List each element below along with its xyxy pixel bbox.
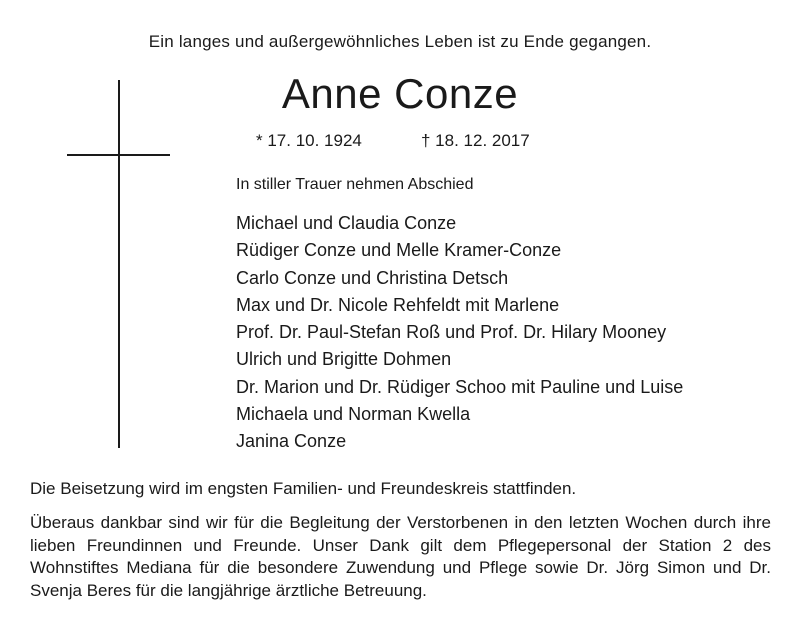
mourner-item: Ulrich und Brigitte Dohmen (236, 349, 452, 370)
thanks-note: Überaus dankbar sind wir für die Begleitung der Verstorbenen in den letzten Wochen durch ihre lieben Freundinnen und Freunde. Unser Dank gilt dem Pflegepersonal der Station 2 des Wohnstiftes Mediana für die besondere Zuwendung und Pflege sowie Dr. Jörg Simon und Dr. Svenja Beres für die langjährige ärztliche Betreuung. (30, 513, 771, 600)
mourner-item: Dr. Marion und Dr. Rüdiger Schoo mit Pauline und Luise (236, 376, 684, 397)
cross-horizontal-bar (67, 154, 170, 156)
mourner-item: Michael und Claudia Conze (236, 213, 457, 233)
mourner-item: Max und Dr. Nicole Rehfeldt mit Marlene (236, 294, 560, 315)
mourner-item: Prof. Dr. Paul-Stefan Roß und Prof. Dr. Hilary Mooney (236, 322, 667, 343)
mourner-item: Carlo Conze und Christina Detsch (236, 267, 509, 288)
intro-line: Ein langes und außergewöhnliches Leben ist zu Ende gegangen. (148, 32, 652, 51)
funeral-note: Die Beisetzung wird im engsten Familien- und Freundeskreis stattfinden. (30, 479, 577, 498)
mourner-item: Rüdiger Conze und Melle Kramer-Conze (236, 240, 562, 261)
mourners-list (236, 210, 683, 456)
cross-vertical-bar (118, 80, 120, 448)
mourning-line: In stiller Trauer nehmen Abschied (236, 176, 474, 193)
mourner-item: Janina Conze (236, 431, 347, 452)
death-date: † 18. 12. 2017 (421, 131, 530, 150)
mourner-item: Michaela und Norman Kwella (236, 404, 471, 425)
birth-date: * 17. 10. 1924 (256, 131, 362, 150)
deceased-name: Anne Conze (281, 70, 519, 117)
